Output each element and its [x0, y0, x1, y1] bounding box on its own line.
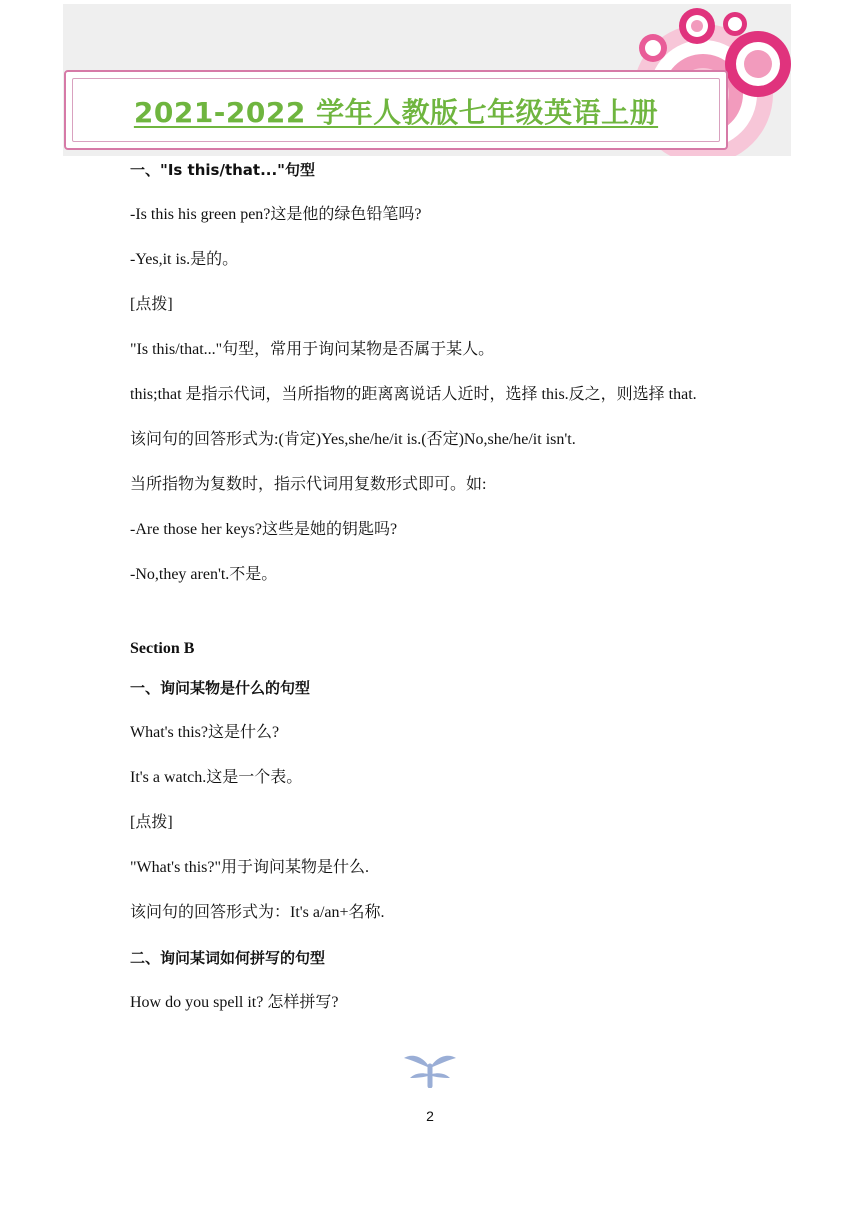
sprout-icon [402, 1048, 458, 1088]
paragraph: 该问句的回答形式为:(肯定)Yes,she/he/it is.(否定)No,she/he/it isn't. [130, 431, 576, 448]
section-heading: 一、"Is this/that..."句型 [130, 161, 315, 179]
paragraph: this;that 是指示代词，当所指物的距离离说话人近时，选择 this.反之，则选择 that. [130, 386, 697, 403]
section-title: Section B [130, 640, 195, 657]
tip-label: [点拨] [130, 296, 173, 313]
example-answer: -Yes,it is.是的。 [130, 251, 239, 268]
example-question: -Are those her keys?这些是她的钥匙吗? [130, 521, 398, 538]
section-heading: 一、询问某物是什么的句型 [130, 679, 311, 697]
document-title: 2021-2022 学年人教版七年级英语上册 [133, 96, 659, 129]
paragraph: 该问句的回答形式为：It's a/an+名称. [130, 904, 385, 921]
example-question: How do you spell it? 怎样拼写? [130, 994, 339, 1011]
title-frame [64, 70, 728, 150]
example-question: -Is this his green pen?这是他的绿色铅笔吗? [130, 206, 422, 223]
example-answer: -No,they aren't.不是。 [130, 566, 278, 583]
example-answer: It's a watch.这是一个表。 [130, 769, 303, 786]
example-question: What's this?这是什么? [130, 724, 280, 741]
title-frame-inner [72, 78, 720, 142]
paragraph: "What's this?"用于询问某物是什么. [130, 859, 370, 876]
paragraph: 当所指物为复数时，指示代词用复数形式即可。如: [130, 476, 487, 493]
tip-label: [点拨] [130, 814, 173, 831]
page-number: 2 [426, 1108, 434, 1124]
section-heading: 二、询问某词如何拼写的句型 [130, 949, 326, 967]
paragraph: "Is this/that..."句型，常用于询问某物是否属于某人。 [130, 341, 495, 358]
